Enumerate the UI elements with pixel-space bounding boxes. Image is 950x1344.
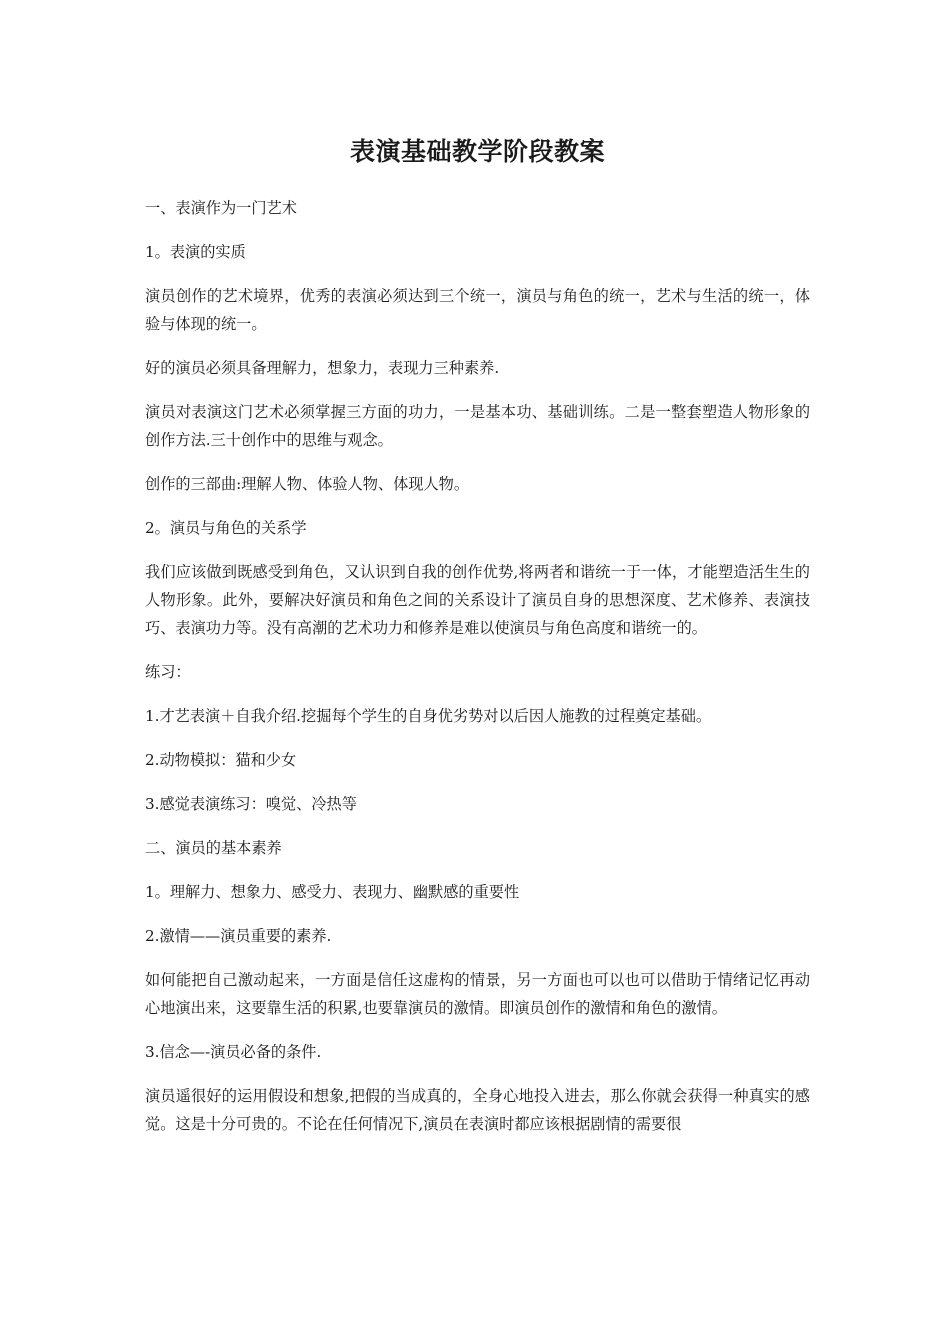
paragraph: 演员对表演这门艺术必须掌握三方面的功力，一是基本功、基础训练。二是一整套塑造人物形象的创作方法.三十创作中的思维与观念。 [145, 403, 810, 449]
subheading-1-1: 1。表演的实质 [145, 243, 246, 261]
paragraph: 好的演员必须具备理解力，想象力，表现力三种素养. [145, 359, 500, 377]
subheading-1-2: 2。演员与角色的关系学 [145, 519, 307, 537]
paragraph: 创作的三部曲:理解人物、体验人物、体现人物。 [145, 475, 470, 493]
document-title: 表演基础教学阶段教案 [349, 137, 605, 166]
document-page [145, 132, 810, 1154]
exercise-label: 练习： [145, 663, 191, 681]
paragraph: 演员创作的艺术境界，优秀的表演必须达到三个统一，演员与角色的统一，艺术与生活的统一，体验与体现的统一。 [145, 287, 810, 333]
subheading-2-1: 1。理解力、想象力、感受力、表现力、幽默感的重要性 [145, 883, 520, 901]
paragraph: 如何能把自己激动起来，一方面是信任这虚构的情景，另一方面也可以也可以借助于情绪记忆再动心地演出来，这要靠生活的积累,也要靠演员的激情。即演员创作的激情和角色的激情。 [145, 971, 810, 1017]
subheading-2-3: 3.信念—-演员必备的条件. [145, 1043, 322, 1061]
subheading-2-2: 2.激情——演员重要的素养. [145, 927, 332, 945]
exercise-item: 1.才艺表演＋自我介绍.挖掘每个学生的自身优劣势对以后因人施教的过程奠定基础。 [145, 707, 712, 725]
exercise-item: 2.动物模拟：猫和少女 [145, 751, 297, 769]
section-heading-2: 二、演员的基本素养 [145, 839, 282, 857]
exercise-item: 3.感觉表演练习：嗅觉、冷热等 [145, 795, 357, 813]
section-heading-1: 一、表演作为一门艺术 [145, 199, 297, 217]
paragraph: 演员遥很好的运用假设和想象,把假的当成真的，全身心地投入进去，那么你就会获得一种真实的感觉。这是十分可贵的。不论在任何情况下,演员在表演时都应该根据剧情的需要很 [145, 1087, 810, 1133]
paragraph: 我们应该做到既感受到角色，又认识到自我的创作优势,将两者和谐统一于一体，才能塑造活生生的人物形象。此外，要解决好演员和角色之间的关系设计了演员自身的思想深度、艺术修养、表演技巧、表演功力等。没有高潮的艺术功力和修养是难以使演员与角色高度和谐统一的。 [145, 563, 810, 637]
